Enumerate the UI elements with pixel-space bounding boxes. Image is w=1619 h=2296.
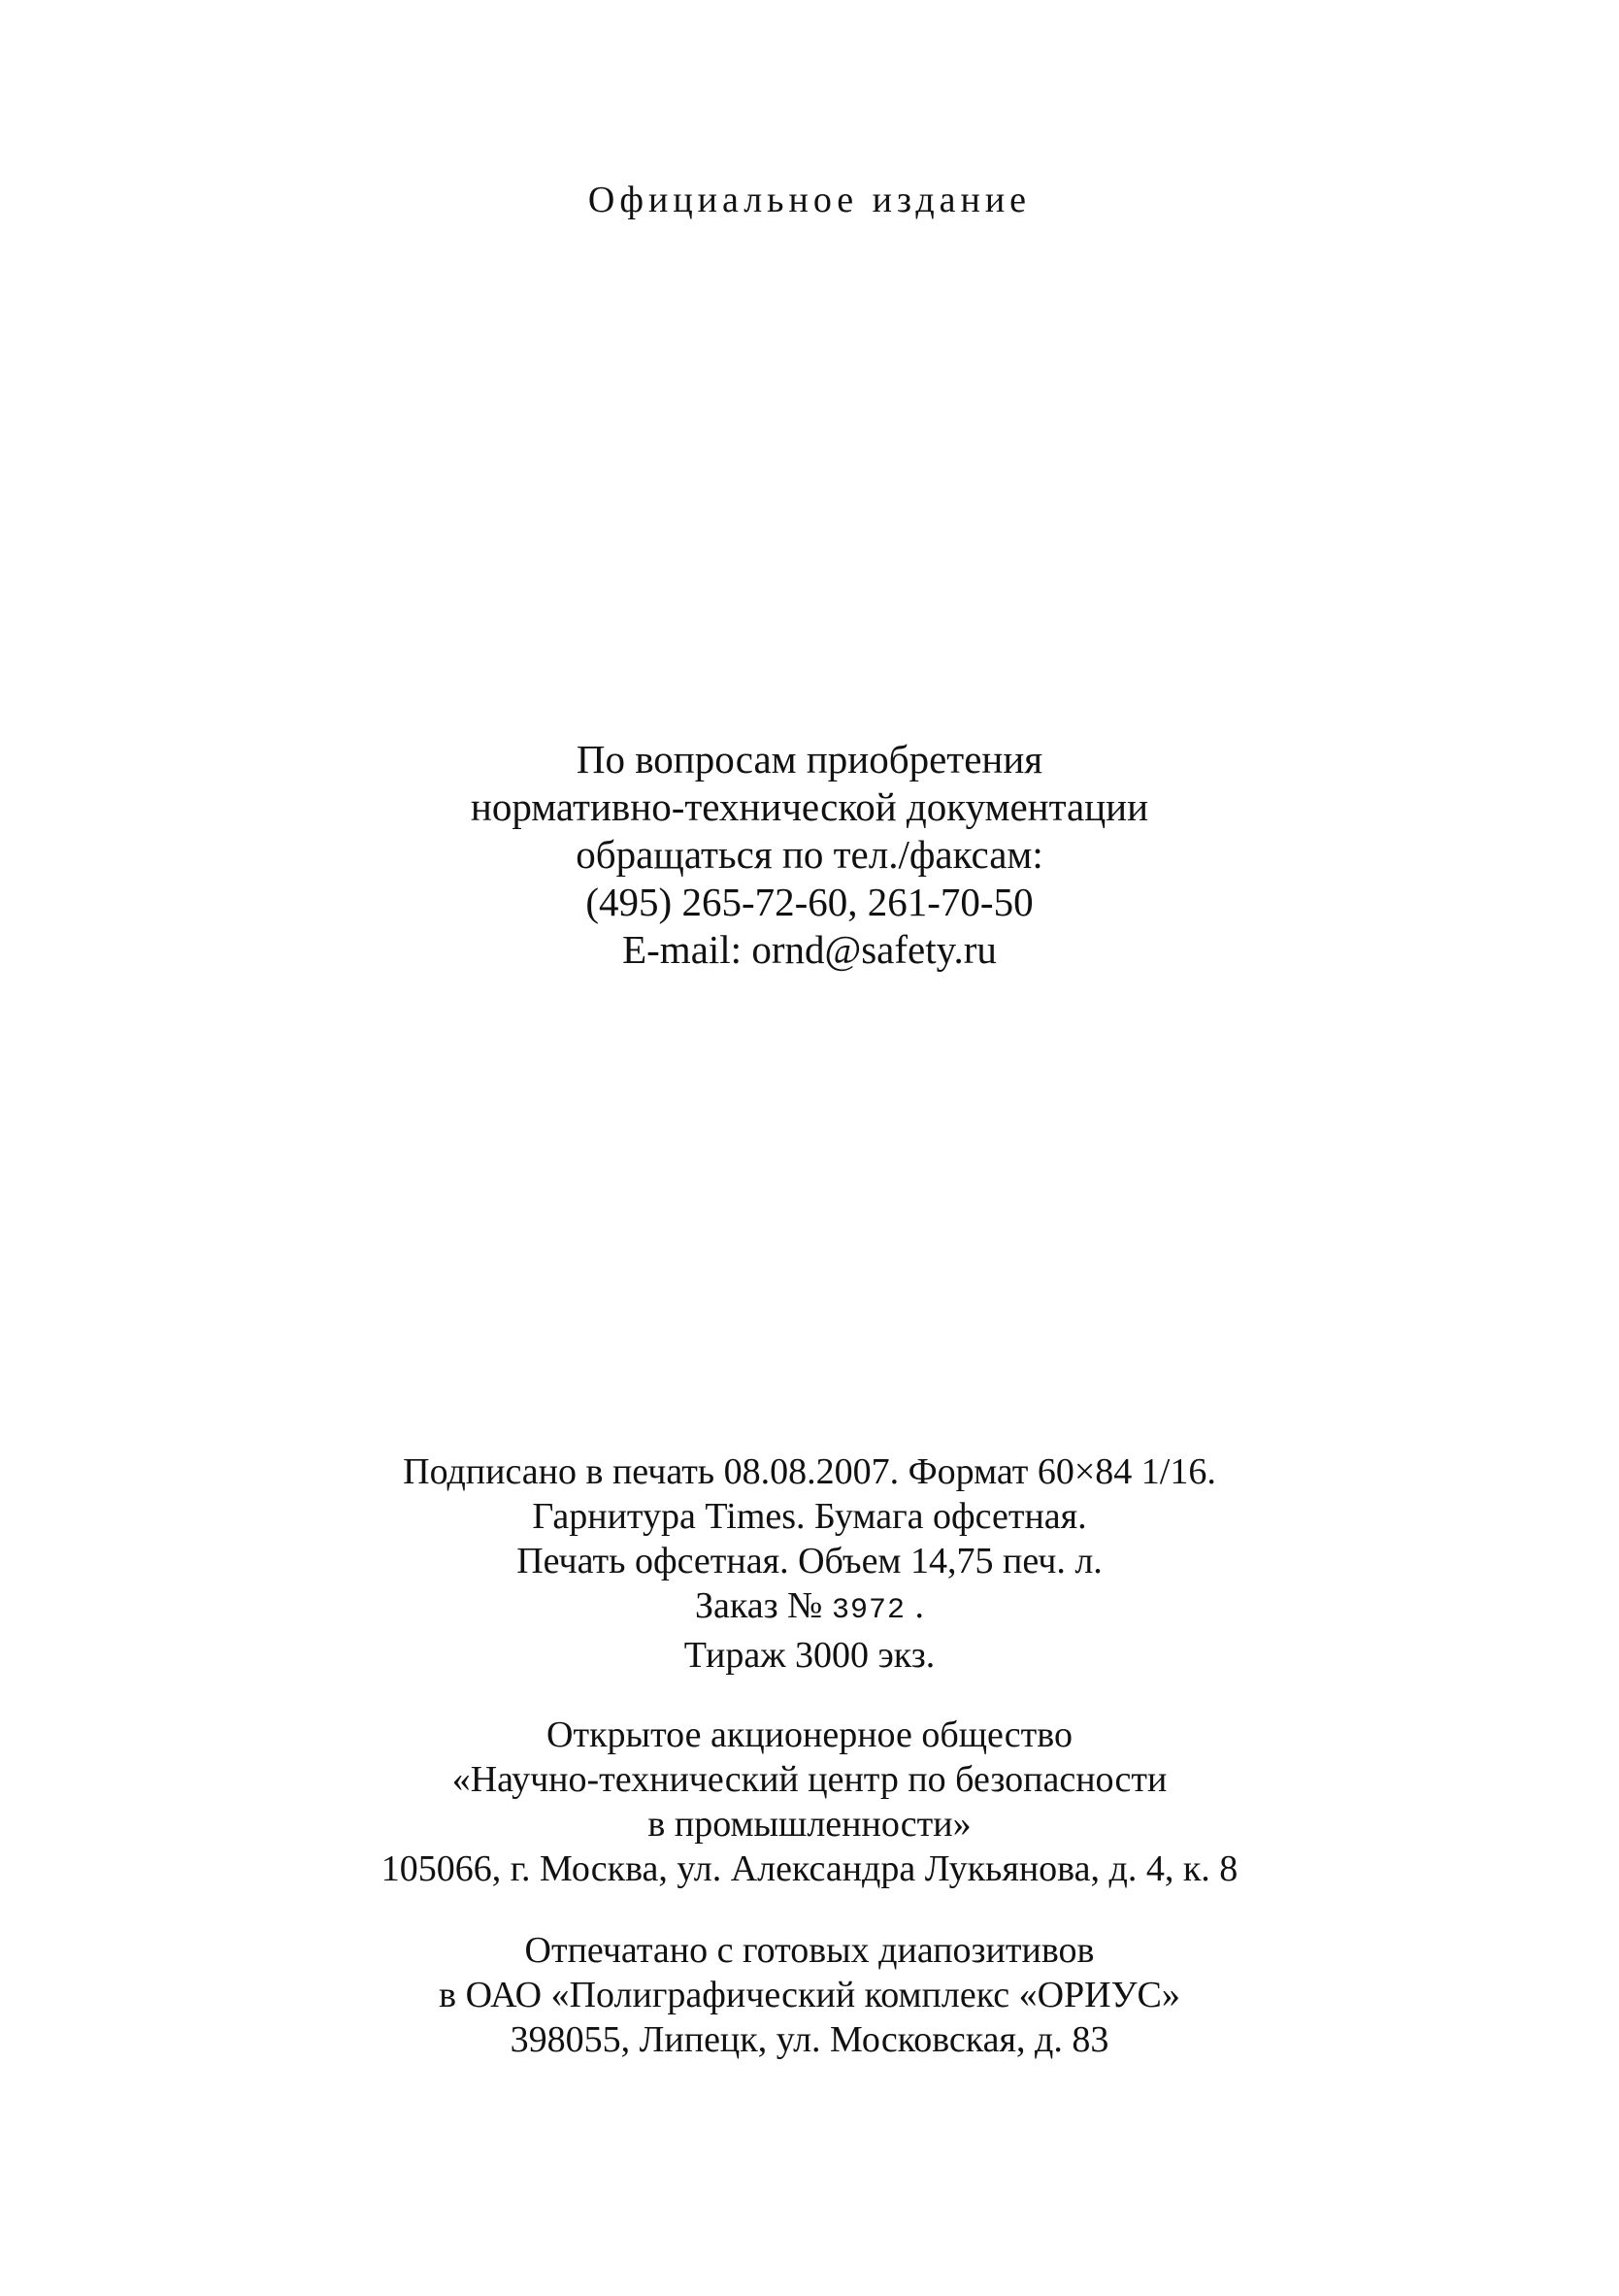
publisher-line-2: «Научно-технический центр по безопасности bbox=[451, 1759, 1168, 1800]
order-label: Заказ № bbox=[695, 1585, 832, 1626]
printer-address: 398055, Липецк, ул. Московская, д. 83 bbox=[510, 2019, 1109, 2060]
publisher-line-1: Открытое акционерное общество bbox=[546, 1714, 1073, 1755]
printer-block bbox=[0, 1928, 1619, 2062]
order-line bbox=[0, 1583, 1619, 1633]
contact-line-1: По вопросам приобретения bbox=[576, 737, 1043, 782]
contact-email: E-mail: ornd@safety.ru bbox=[622, 927, 997, 972]
print-volume: Печать офсетная. Объем 14,75 печ. л. bbox=[516, 1541, 1103, 1581]
edition-title: Официальное издание bbox=[587, 180, 1032, 220]
header-block bbox=[0, 171, 1619, 229]
contact-line-3: обращаться по тел./факсам: bbox=[576, 832, 1043, 877]
contact-line-2: нормативно-технической документации bbox=[470, 784, 1149, 829]
circulation: Тираж 3000 экз. bbox=[683, 1635, 936, 1676]
contact-block bbox=[0, 736, 1619, 974]
publisher-line-3: в промышленности» bbox=[647, 1804, 972, 1845]
publisher-block bbox=[0, 1713, 1619, 1891]
order-number: 3972 bbox=[831, 1594, 906, 1627]
publisher-address: 105066, г. Москва, ул. Александра Лукьянова, д. 4, к. 8 bbox=[380, 1848, 1239, 1889]
print-info-block bbox=[0, 1449, 1619, 1678]
typeface-paper: Гарнитура Times. Бумага офсетная. bbox=[532, 1496, 1087, 1537]
signed-to-print: Подписано в печать 08.08.2007. Формат 60×84 1/16. bbox=[403, 1451, 1216, 1492]
printer-line-1: Отпечатано с готовых диапозитивов bbox=[524, 1930, 1095, 1971]
contact-phones: (495) 265-72-60, 261-70-50 bbox=[585, 880, 1034, 924]
printer-line-2: в ОАО «Полиграфический комплекс «ОРИУС» bbox=[439, 1975, 1180, 2015]
order-suffix: . bbox=[905, 1585, 924, 1626]
